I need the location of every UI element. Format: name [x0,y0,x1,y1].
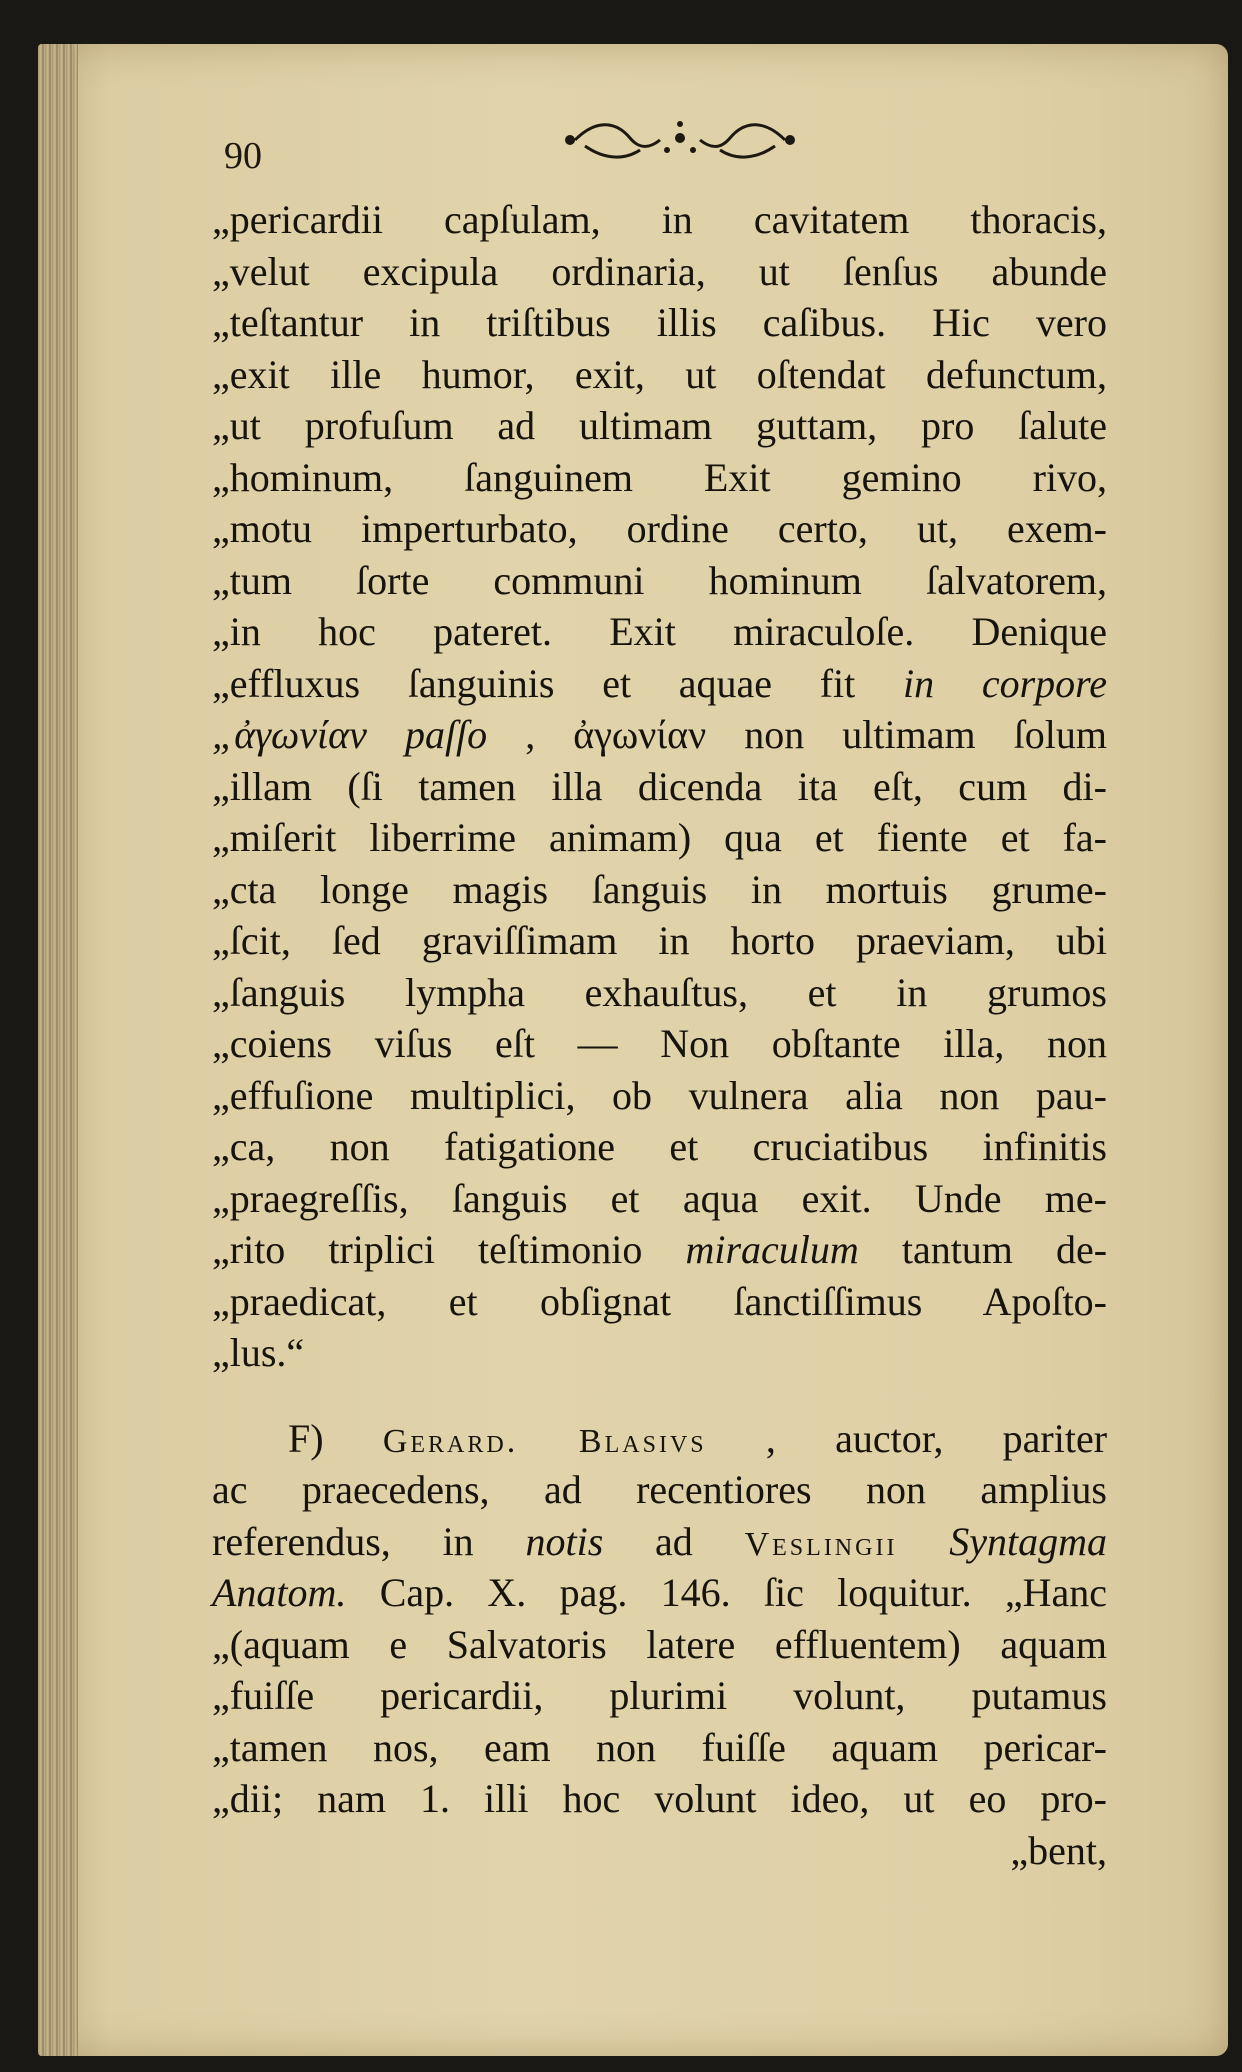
text-segment: „effluxus ſanguinis et aquae fit [212,660,856,706]
text-line: ac praecedens, ad recentiores non amplius [212,1467,1107,1512]
text-line: „dii; nam 1. illi hoc volunt ideo, ut eo pro- [212,1776,1107,1821]
text-line: „praegreſſis, ſanguis et aqua exit. Unde me- [212,1175,1107,1221]
text-line: „praedicat, et obſignat ſanctiſſimus Apoſto- [212,1278,1107,1324]
text-line: „ut profuſum ad ultimam guttam, pro ſalute [212,403,1107,448]
catchword: „bent, [1010,1827,1107,1873]
italic-text: miraculum [685,1227,859,1272]
text-segment: referendus, in [212,1518,474,1564]
text-line: „exit ille humor, exit, ut oſtendat defunctum, [212,351,1107,397]
text-line: „velut excipula ordinaria, ut ſenſus abunde [212,248,1107,294]
text-line: „tum ſorte communi hominum ſalvatorem, [212,557,1107,603]
text-segment: ad [655,1518,693,1564]
author-name: Gerard. Blasivs [382,1422,707,1460]
italic-text: paſſo [404,712,488,757]
text-line: „ſanguis lympha exhauſtus, et in grumos [212,969,1107,1015]
text-segment: „rito triplici teſtimonio [212,1227,643,1272]
page-edges [38,44,78,2056]
text-line: „teſtantur in triſtibus illis caſibus. Hic vero [212,300,1107,345]
italic-text: Syntagma [949,1518,1108,1564]
text-line: „(aquam e Salvatoris latere effluentem) aquam [212,1621,1107,1667]
paragraph-gap [212,1379,1107,1413]
text-line: „in hoc pateret. Exit miraculoſe. Denique [212,609,1107,654]
text-segment: F) [288,1415,324,1461]
text-line [212,1516,1107,1568]
italic-text: notis [525,1518,604,1564]
text-line: „illam (ſi tamen illa dicenda ita eſt, cum di- [212,763,1107,809]
text-line: „effuſione multiplici, ob vulnera alia non pau- [212,1072,1107,1118]
author-name: Veslingii [744,1525,898,1563]
text-line: „tamen nos, eam non fuiſſe aquam pericar- [212,1724,1107,1770]
text-line: „miſerit liberrime animam) qua et fiente et fa- [212,815,1107,860]
text-segment: , ἀγωνίαν non ultimam ſolum [525,712,1107,757]
text-line: „motu imperturbato, ordine certo, ut, exem- [212,506,1107,551]
text-line: „ca, non fatigatione et cruciatibus infinitis [212,1124,1107,1169]
greek-text: „ἀγωνίαν [212,712,367,757]
text-segment: , auctor, pariter [765,1415,1108,1461]
page-header [210,110,1110,177]
text-line: „fuiſſe pericardii, plurimi volunt, putamus [212,1673,1107,1718]
text-segment: Cap. X. pag. 146. ſic loquitur. „Hanc [379,1570,1108,1615]
page-number: 90 [224,135,262,177]
italic-text: in corpore [903,660,1107,706]
text-line [212,658,1107,710]
text-line: „ſcit, ſed graviſſimam in horto praeviam, ubi [212,918,1107,963]
text-line: „coiens viſus eſt — Non obſtante illa, non [212,1021,1107,1066]
text-line [212,1224,1107,1276]
text-line [212,1567,1107,1619]
text-line [212,1413,1107,1465]
header-ornament-icon [555,110,805,170]
italic-text: Anatom. [212,1570,347,1615]
text-line: „pericardii capſulam, in cavitatem thoracis, [212,197,1107,242]
text-line [212,709,1107,761]
text-line: „lus.“ [212,1330,305,1375]
text-line: „cta longe magis ſanguis in mortuis grume- [212,866,1107,912]
text-line: „hominum, ſanguinem Exit gemino rivo, [212,454,1107,500]
page-text [212,194,1107,1876]
text-segment: tantum de- [901,1227,1108,1272]
